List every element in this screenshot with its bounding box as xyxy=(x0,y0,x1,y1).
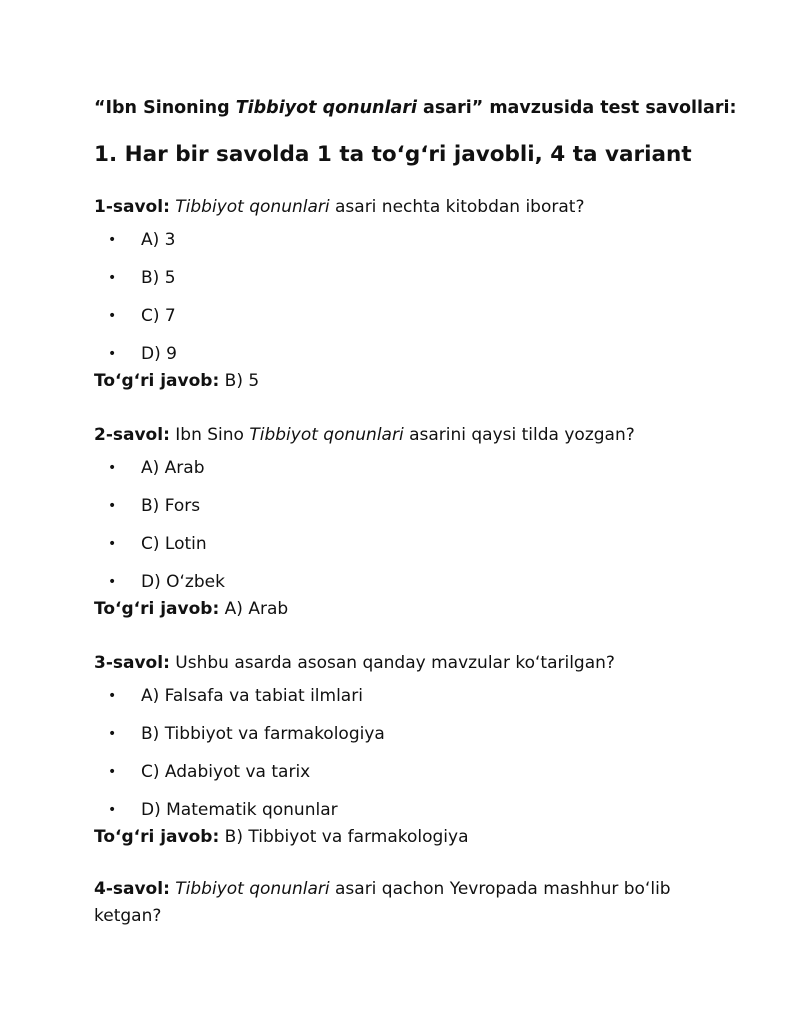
question-text xyxy=(94,194,714,221)
question-text-pre: Ushbu asarda asosan qanday mavzular ko‘tarilgan? xyxy=(169,653,615,673)
question-text xyxy=(94,422,714,449)
question-4 xyxy=(94,876,714,930)
bullet-icon: • xyxy=(108,460,117,476)
option-b xyxy=(94,721,714,759)
option-label: B) Tibbiyot va farmakologiya xyxy=(141,724,385,744)
bullet-icon: • xyxy=(108,802,117,818)
answer-value: A) Arab xyxy=(219,599,289,619)
option-d xyxy=(94,569,714,596)
option-label: B) Fors xyxy=(141,496,201,516)
option-label: A) Arab xyxy=(141,458,205,478)
bullet-icon: • xyxy=(108,688,117,704)
option-label: C) 7 xyxy=(141,306,176,326)
bullet-icon: • xyxy=(108,308,117,324)
question-2 xyxy=(94,422,714,623)
title-text-end: asari” mavzusida test savollari: xyxy=(416,98,737,118)
question-label: 2-savol: xyxy=(94,425,170,445)
option-b xyxy=(94,265,714,303)
question-label: 4-savol: xyxy=(94,879,170,899)
option-label: B) 5 xyxy=(141,268,176,288)
option-label: C) Adabiyot va tarix xyxy=(141,762,311,782)
option-label: C) Lotin xyxy=(141,534,207,554)
option-c xyxy=(94,531,714,569)
answer-label: To‘g‘ri javob: xyxy=(94,827,220,847)
bullet-icon: • xyxy=(108,270,117,286)
question-3 xyxy=(94,650,714,851)
option-c xyxy=(94,759,714,797)
option-b xyxy=(94,493,714,531)
question-label: 1-savol: xyxy=(94,197,170,217)
bullet-icon: • xyxy=(108,574,117,590)
option-label: A) 3 xyxy=(141,230,176,250)
question-text-post: asarini qaysi tilda yozgan? xyxy=(403,425,635,445)
option-d xyxy=(94,341,714,368)
answer-label: To‘g‘ri javob: xyxy=(94,371,220,391)
option-a xyxy=(94,683,714,721)
option-label: A) Falsafa va tabiat ilmlari xyxy=(141,686,363,706)
bullet-icon: • xyxy=(108,726,117,742)
title-text-start: “Ibn Sinoning xyxy=(94,98,236,118)
section-heading: 1. Har bir savolda 1 ta to‘g‘ri javobli, 4 ta variant xyxy=(94,142,692,167)
bullet-icon: • xyxy=(108,764,117,780)
correct-answer xyxy=(94,596,714,623)
question-text xyxy=(94,876,714,930)
answer-value: B) Tibbiyot va farmakologiya xyxy=(219,827,469,847)
option-c xyxy=(94,303,714,341)
bullet-icon: • xyxy=(108,498,117,514)
option-label: D) 9 xyxy=(141,344,177,364)
answer-label: To‘g‘ri javob: xyxy=(94,599,220,619)
option-label: D) Matematik qonunlar xyxy=(141,800,338,820)
question-book-name: Tibbiyot qonunlari xyxy=(175,197,330,217)
correct-answer xyxy=(94,368,714,395)
option-a xyxy=(94,227,714,265)
question-text-post: asari nechta kitobdan iborat? xyxy=(329,197,585,217)
correct-answer xyxy=(94,824,714,851)
question-book-name: Tibbiyot qonunlari xyxy=(249,425,404,445)
option-a xyxy=(94,455,714,493)
option-d xyxy=(94,797,714,824)
bullet-icon: • xyxy=(108,232,117,248)
question-1 xyxy=(94,194,714,395)
answer-value: B) 5 xyxy=(219,371,260,391)
question-text xyxy=(94,650,714,677)
question-text-pre: Ibn Sino xyxy=(169,425,250,445)
title-book-name: Tibbiyot qonunlari xyxy=(235,98,417,118)
question-text-post: asari qachon Yevropada mashhur bo‘lib ketgan? xyxy=(94,879,671,926)
options-list xyxy=(94,683,714,824)
options-list xyxy=(94,455,714,596)
option-label: D) O‘zbek xyxy=(141,572,225,592)
bullet-icon: • xyxy=(108,536,117,552)
document-title xyxy=(94,94,736,122)
bullet-icon: • xyxy=(108,346,117,362)
question-label: 3-savol: xyxy=(94,653,170,673)
options-list xyxy=(94,227,714,368)
question-book-name: Tibbiyot qonunlari xyxy=(175,879,330,899)
